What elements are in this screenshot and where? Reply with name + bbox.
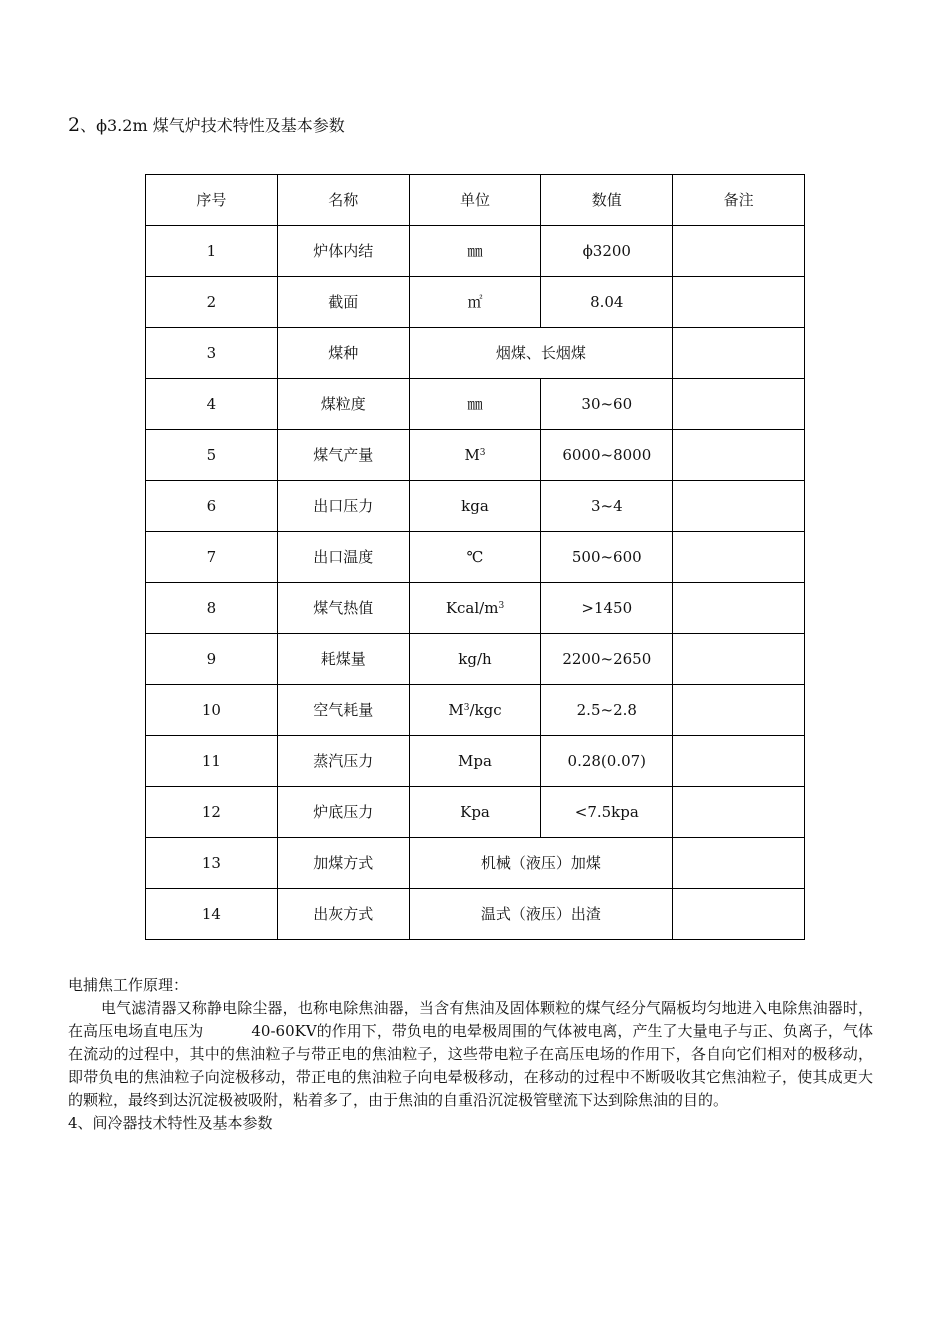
cell-note [673,736,805,787]
cell-unit: ㎜ [409,226,541,277]
cell-no: 5 [146,430,278,481]
cell-merged-value: 烟煤、长烟煤 [409,328,673,379]
section-2-number: 2 [68,114,81,136]
cell-value: 3~4 [541,481,673,532]
cell-no: 3 [146,328,278,379]
unit-base: M [464,446,480,464]
unit-superscript: 3 [463,703,470,713]
cell-no: 11 [146,736,278,787]
cell-value: <7.5kpa [541,787,673,838]
cell-value: 30~60 [541,379,673,430]
table-row [146,328,805,379]
cell-no: 13 [146,838,278,889]
table-body [146,175,805,940]
unit-superscript: 3 [498,601,505,611]
cell-name: 炉底压力 [277,787,409,838]
cell-name: 煤气产量 [277,430,409,481]
cell-name: 空气耗量 [277,685,409,736]
gasifier-parameters-table [145,174,805,940]
cell-no: 6 [146,481,278,532]
cell-unit: kga [409,481,541,532]
cell-unit: ㎡ [409,277,541,328]
cell-name: 耗煤量 [277,634,409,685]
cell-value: 500~600 [541,532,673,583]
unit-tail: /kgc [469,701,502,719]
cell-no: 7 [146,532,278,583]
cell-name: 炉体内结 [277,226,409,277]
table-row [146,685,805,736]
cell-note [673,226,805,277]
table-row [146,277,805,328]
header-name: 名称 [277,175,409,226]
cell-name: 出口压力 [277,481,409,532]
cell-merged-value: 机械（液压）加煤 [409,838,673,889]
header-note: 备注 [673,175,805,226]
cell-note [673,634,805,685]
unit-base: Kcal/m [445,599,499,617]
table-row [146,226,805,277]
cell-unit: kg/h [409,634,541,685]
cell-unit: ℃ [409,532,541,583]
cell-unit [409,583,541,634]
cell-unit: Mpa [409,736,541,787]
unit-superscript: 3 [479,448,486,458]
cell-name: 出口温度 [277,532,409,583]
header-value: 数值 [541,175,673,226]
table-row [146,583,805,634]
cell-name: 煤粒度 [277,379,409,430]
cell-name: 蒸汽压力 [277,736,409,787]
cell-note [673,532,805,583]
cell-unit: ㎜ [409,379,541,430]
cell-no: 2 [146,277,278,328]
cell-note [673,430,805,481]
cell-no: 1 [146,226,278,277]
unit-base: M [448,701,464,719]
table-header-row [146,175,805,226]
section-2-title: 、ϕ3.2m 煤气炉技术特性及基本参数 [80,116,345,135]
principle-body: 电气滤清器又称静电除尘器，也称电除焦油器，当含有焦油及固体颗粒的煤气经分气隔板均匀地进入电除焦油器时，在高压电场直电压为 40-60KV的作用下，带负电的电晕极周围的气体被电离，产生了大量电子与正、负离子，气体在流动的过程中，其中的焦油粒子与带正电的焦油粒子，这些带电粒子在高压电场的作用下，各自向它们相对的极移动，即带负电的焦油粒子向淀极移动，带正电的焦油粒子向电晕极移动，在移动的过程中不断吸收其它焦油粒子，使其成更大的颗粒，最终到达沉淀极被吸附，粘着多了，由于焦油的自重沿沉淀极管壁流下达到除焦油的目的。 [68,999,873,1109]
table-row [146,379,805,430]
cell-unit [409,430,541,481]
cell-no: 4 [146,379,278,430]
principle-section [68,974,873,1135]
cell-name: 煤气热值 [277,583,409,634]
cell-name: 截面 [277,277,409,328]
section-2-heading [68,112,345,139]
table-row [146,532,805,583]
table-row [146,481,805,532]
cell-name: 加煤方式 [277,838,409,889]
cell-unit: Kpa [409,787,541,838]
cell-no: 10 [146,685,278,736]
cell-name: 出灰方式 [277,889,409,940]
cell-note [673,889,805,940]
table-row [146,430,805,481]
cell-note [673,583,805,634]
cell-note [673,685,805,736]
cell-no: 14 [146,889,278,940]
cell-note [673,787,805,838]
header-no: 序号 [146,175,278,226]
table-row [146,787,805,838]
section-4-title: 4、间冷器技术特性及基本参数 [68,1114,273,1132]
cell-name: 煤种 [277,328,409,379]
cell-note [673,838,805,889]
cell-no: 8 [146,583,278,634]
cell-no: 9 [146,634,278,685]
table-row [146,838,805,889]
table-row [146,736,805,787]
cell-note [673,481,805,532]
cell-note [673,277,805,328]
cell-value: 2200~2650 [541,634,673,685]
cell-value: ϕ3200 [541,226,673,277]
table-row [146,634,805,685]
cell-unit [409,685,541,736]
cell-no: 12 [146,787,278,838]
cell-note [673,328,805,379]
header-unit: 单位 [409,175,541,226]
principle-title: 电捕焦工作原理： [68,976,189,994]
cell-value: 2.5~2.8 [541,685,673,736]
cell-value: 0.28(0.07) [541,736,673,787]
cell-value: >1450 [541,583,673,634]
cell-merged-value: 温式（液压）出渣 [409,889,673,940]
cell-note [673,379,805,430]
cell-value: 6000~8000 [541,430,673,481]
cell-value: 8.04 [541,277,673,328]
table-row [146,889,805,940]
